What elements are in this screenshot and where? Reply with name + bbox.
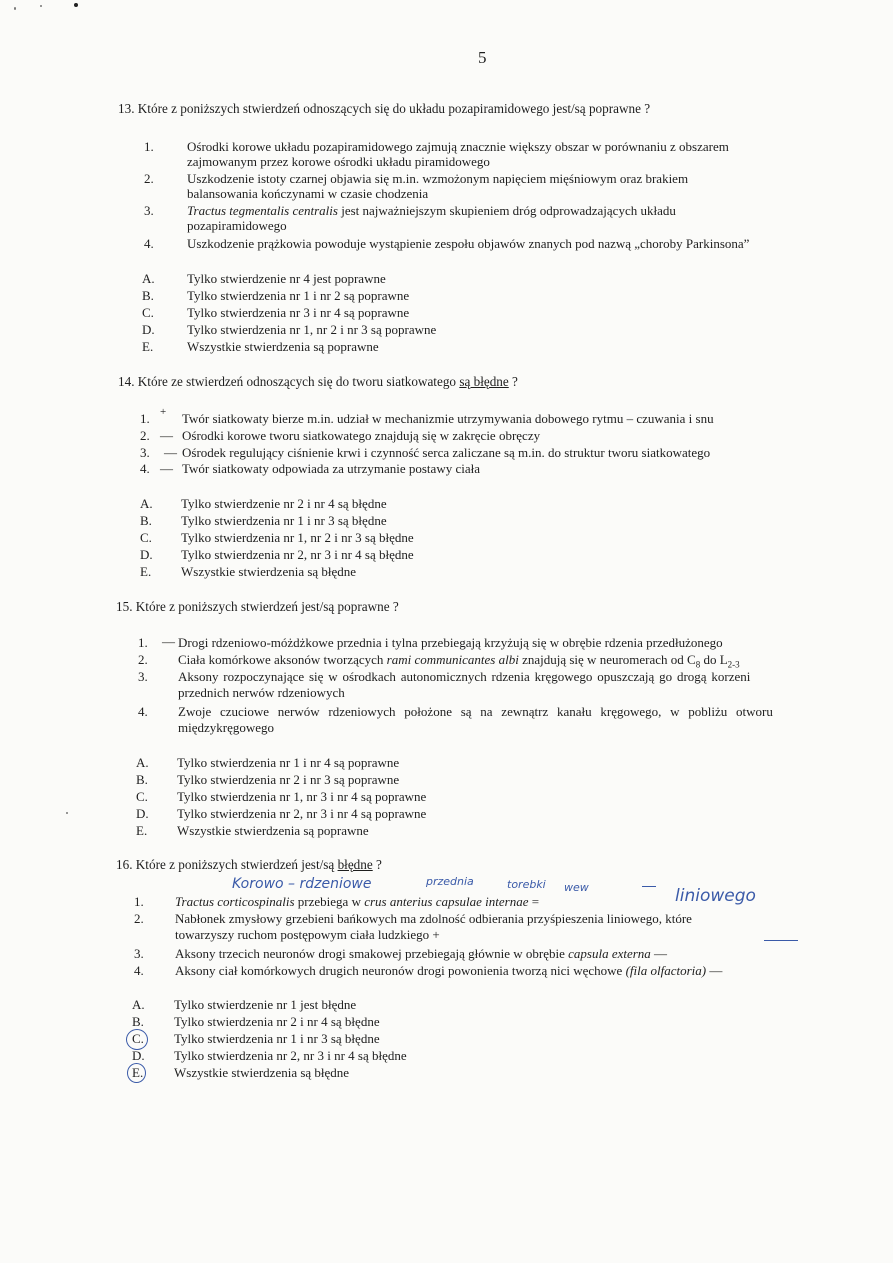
question-title: 15. Które z poniższych stwierdzeń jest/są poprawne ? [116, 599, 399, 614]
statement-number: 4. [134, 963, 144, 978]
option-text: Tylko stwierdzenie nr 2 i nr 4 są błędne [181, 496, 387, 511]
handwritten-mark: = [528, 894, 540, 909]
question-title [118, 374, 518, 389]
statement-text: Twór siatkowaty odpowiada za utrzymanie postawy ciała [182, 461, 480, 476]
statement-text: pozapiramidowego [187, 218, 287, 233]
statement-text: Ośrodki korowe tworu siatkowatego znajdują się w zakręcie obręczy [182, 428, 541, 443]
option-letter: D. [136, 806, 149, 821]
option-text: Tylko stwierdzenia nr 2, nr 3 i nr 4 są poprawne [177, 806, 427, 821]
title-suffix: ? [508, 374, 518, 389]
handwritten-dash [764, 940, 798, 941]
option-letter: A. [136, 755, 149, 770]
question-title: 13. Które z poniższych stwierdzeń odnoszących się do układu pozapiramidowego jest/są poprawne ? [118, 101, 651, 116]
statement-text [187, 203, 676, 218]
statement-text: Zwoje czuciowe nerwów rdzeniowych położone są na zewnątrz kanału kręgowego, w pobliżu otworu [178, 704, 773, 719]
statement-text: Drogi rdzeniowo-móżdżkowe przednia i tylna przebiegają krzyżują się w obrębie rdzenia przedłużonego [178, 635, 723, 650]
option-text: Tylko stwierdzenia nr 2 i nr 4 są błędne [174, 1014, 380, 1029]
statement-text: przednich nerwów rdzeniowych [178, 685, 345, 700]
title-text: 14. Które ze stwierdzeń odnoszących się do tworu siatkowatego [118, 374, 460, 389]
option-text: Tylko stwierdzenia nr 1 i nr 2 są poprawne [187, 288, 410, 303]
latin-term: capsula externa [568, 946, 651, 961]
page-number: 5 [478, 48, 487, 67]
handwritten-circle [127, 1063, 146, 1083]
statement-number: 2. [140, 428, 150, 443]
option-letter: D. [142, 322, 155, 337]
option-letter: E. [132, 1065, 144, 1080]
option-letter: B. [140, 513, 152, 528]
statement-text: międzykręgowego [178, 720, 275, 735]
latin-term: rami communicantes albi [386, 652, 519, 667]
option-letter: C. [140, 530, 152, 545]
handwritten-mark: — [706, 963, 723, 978]
text-part: do L [700, 652, 728, 667]
option-letter: E. [136, 823, 148, 838]
statement-number: 3. [138, 669, 148, 684]
statement-text: Twór siatkowaty bierze m.in. udział w mechanizmie utrzymywania dobowego rytmu – czuwania i snu [182, 411, 714, 426]
scan-speck [14, 7, 16, 10]
statement-number: 1. [138, 635, 148, 650]
handwritten-mark: — [164, 445, 177, 460]
text-part: Ciała komórkowe aksonów tworzących [178, 652, 387, 667]
title-text: 16. Które z poniższych stwierdzeń jest/są [116, 857, 338, 872]
text-part: przebiega w [294, 894, 365, 909]
handwritten-mark: + [160, 406, 167, 418]
option-text: Tylko stwierdzenia nr 2, nr 3 i nr 4 są błędne [174, 1048, 407, 1063]
text-part: znajdują się w neuromerach od C [518, 652, 696, 667]
text-part: Aksony trzecich neuronów drogi smakowej przebiegają głównie w obrębie [175, 946, 569, 961]
statement-number: 3. [134, 946, 144, 961]
handwritten-circle [126, 1029, 148, 1050]
statement-number: 3. [140, 445, 150, 460]
option-letter: A. [132, 997, 145, 1012]
statement-number: 4. [140, 461, 150, 476]
latin-term: (fila olfactoria) [625, 963, 707, 978]
option-letter: C. [132, 1031, 144, 1046]
scan-speck [40, 5, 42, 7]
handwritten-mark: — [650, 946, 668, 961]
question-title [116, 857, 382, 872]
option-text: Tylko stwierdzenia nr 1 i nr 3 są błędne [174, 1031, 380, 1046]
statement-text: zajmowanym przez korowe ośrodki układu piramidowego [187, 154, 490, 169]
option-text: Tylko stwierdzenia nr 3 i nr 4 są poprawne [187, 305, 410, 320]
option-letter: A. [140, 496, 153, 511]
latin-term: Tractus corticospinalis [175, 894, 295, 909]
statement-number: 4. [144, 236, 154, 251]
statement-number: 1. [144, 139, 154, 154]
subscript: 2-3 [727, 659, 740, 670]
option-letter: D. [140, 547, 153, 562]
option-text: Tylko stwierdzenia nr 1, nr 2 i nr 3 są poprawne [187, 322, 437, 337]
option-text: Tylko stwierdzenia nr 1, nr 3 i nr 4 są poprawne [177, 789, 427, 804]
statement-number: 4. [138, 704, 148, 719]
handwritten-note: liniowego [675, 886, 756, 906]
statement-text: Uszkodzenie istoty czarnej objawia się m.in. wzmożonym napięciem mięśniowym oraz brakiem [187, 171, 689, 186]
option-text: Wszystkie stwierdzenia są błędne [174, 1065, 350, 1080]
handwritten-mark: — [160, 428, 173, 443]
statement-number: 1. [134, 894, 144, 909]
latin-term: crus anterius capsulae internae [364, 894, 529, 909]
scan-speck [74, 3, 78, 7]
statement-text [175, 946, 667, 961]
option-text: Wszystkie stwierdzenia są poprawne [187, 339, 379, 354]
statement-text-rest: jest najważniejszym skupieniem dróg odprowadzających układu [337, 203, 676, 218]
title-underlined: są błędne [459, 374, 509, 389]
statement-text: Aksony rozpoczynające się w ośrodkach autonomicznych rdzenia kręgowego opuszczają go drogą korzeni [178, 669, 751, 684]
handwritten-note: wew [564, 881, 589, 894]
statement-text [175, 963, 722, 978]
option-letter: E. [140, 564, 152, 579]
statement-text: Uszkodzenie prążkowia powoduje wystąpienie zespołu objawów znanych pod nazwą „choroby Parkinsona” [187, 236, 750, 251]
handwritten-mark: — [162, 634, 175, 649]
option-letter: E. [142, 339, 154, 354]
option-text: Tylko stwierdzenia nr 1 i nr 4 są poprawne [177, 755, 400, 770]
statement-text: Ośrodki korowe układu pozapiramidowego zajmują znacznie większy obszar w porównaniu z obszarem [187, 139, 729, 154]
option-letter: D. [132, 1048, 145, 1063]
latin-term: Tractus tegmentalis centralis [187, 203, 338, 218]
handwritten-dash [642, 886, 656, 887]
statement-text: Nabłonek zmysłowy grzebieni bańkowych ma zdolność odbierania przyśpieszenia liniowego, które [175, 911, 692, 926]
handwritten-mark: — [160, 461, 173, 476]
statement-text: towarzyszy ruchom postępowym ciała ludzkiego + [175, 927, 440, 942]
scan-speck [66, 812, 68, 814]
option-letter: B. [132, 1014, 144, 1029]
option-letter: B. [136, 772, 148, 787]
statement-number: 1. [140, 411, 150, 426]
statement-number: 3. [144, 203, 154, 218]
option-text: Tylko stwierdzenie nr 1 jest błędne [174, 997, 357, 1012]
option-text: Tylko stwierdzenia nr 2 i nr 3 są poprawne [177, 772, 400, 787]
subscript: 8 [695, 659, 701, 670]
title-underlined: błędne [337, 857, 373, 872]
option-text: Tylko stwierdzenia nr 2, nr 3 i nr 4 są błędne [181, 547, 414, 562]
option-letter: B. [142, 288, 154, 303]
text-part: Aksony ciał komórkowych drugich neuronów drogi powonienia tworzą nici węchowe [175, 963, 626, 978]
option-letter: A. [142, 271, 155, 286]
handwritten-note: przednia [426, 875, 474, 888]
option-text: Wszystkie stwierdzenia są poprawne [177, 823, 369, 838]
option-text: Tylko stwierdzenia nr 1 i nr 3 są błędne [181, 513, 387, 528]
statement-number: 2. [144, 171, 154, 186]
handwritten-note: torebki [507, 878, 546, 891]
statement-text: balansowania kończynami w czasie chodzenia [187, 186, 429, 201]
statement-number: 2. [138, 652, 148, 667]
title-suffix: ? [372, 857, 382, 872]
option-text: Tylko stwierdzenia nr 1, nr 2 i nr 3 są błędne [181, 530, 414, 545]
option-letter: C. [142, 305, 154, 320]
statement-number: 2. [134, 911, 144, 926]
option-text: Tylko stwierdzenie nr 4 jest poprawne [187, 271, 386, 286]
option-text: Wszystkie stwierdzenia są błędne [181, 564, 357, 579]
statement-text [175, 894, 539, 909]
statement-text: Ośrodek regulujący ciśnienie krwi i czynność serca zaliczane są m.in. do struktur tworu siatkowatego [182, 445, 711, 460]
handwritten-note: Korowo – rdzeniowe [232, 876, 372, 892]
option-letter: C. [136, 789, 148, 804]
